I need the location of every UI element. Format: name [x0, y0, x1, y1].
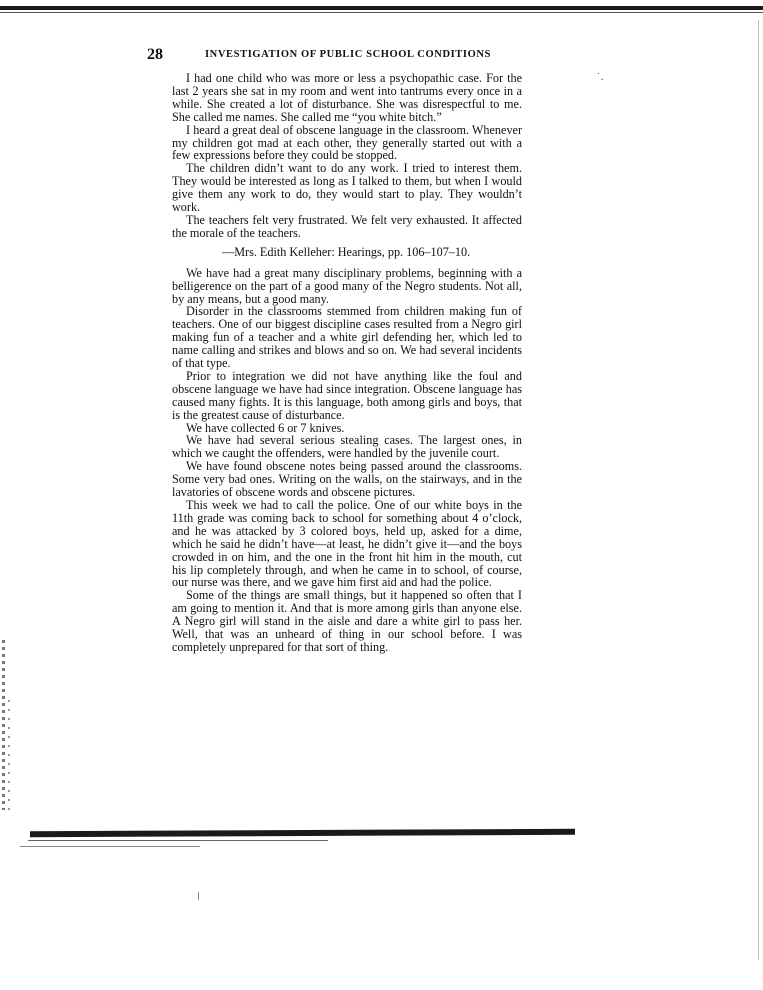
- right-scan-edge: [758, 20, 759, 960]
- bottom-scan-border-thin: [28, 840, 328, 841]
- left-scan-artifact: [2, 640, 5, 810]
- top-scan-border: [0, 6, 763, 10]
- paragraph: We have found obscene notes being passed around the classrooms. Some very bad ones. Writing on the walls, on the stairways, and in the lavatories of obscene words and obscene pictures.: [172, 459, 522, 500]
- paragraph: I heard a great deal of obscene language in the classroom. Whenever my children got mad at each other, they generally started out with a few expressions before they could be stopped.: [172, 122, 522, 163]
- running-head: INVESTIGATION OF PUBLIC SCHOOL CONDITIONS: [205, 49, 491, 60]
- scan-speck: [198, 892, 199, 900]
- page-header: [147, 46, 527, 66]
- paragraph: Prior to integration we did not have anything like the foul and obscene language we have had since integration. Obscene language has caused many fights. It is this language, both among girls and boys, that is the greatest cause of disturbance.: [172, 368, 522, 422]
- paragraph: Disorder in the classrooms stemmed from children making fun of teachers. One of our biggest discipline cases resulted from a Negro girl making fun of a teacher and a white girl defending her, which led to name calling and strikes and blows and so on. We had several incidents of that type.: [172, 304, 522, 371]
- bottom-scan-border-thin: [20, 846, 200, 847]
- paragraph: We have had a great many disciplinary problems, beginning with a belligerence on the part of a good many of the Negro students. Not all, by any means, but a good many.: [172, 265, 522, 306]
- paragraph: This week we had to call the police. One of our white boys in the 11th grade was coming back to school for something about 4 o’clock, and he was attacked by 3 colored boys, held up, asked for a dime, which he said he didn’t have—at least, he didn’t give it—and the boys crowded in on him, and the one in the front hit him in the mouth, cut his lip completely through, and when he came in to school, of course, our nurse was there, and we gave him first aid and had the police.: [172, 498, 522, 590]
- bottom-scan-border: [30, 829, 575, 837]
- paragraph: We have had several serious stealing cases. The largest ones, in which we caught the offenders, were handled by the juvenile court.: [172, 433, 522, 461]
- paragraph: The teachers felt very frustrated. We felt very exhausted. It affected the morale of the teachers.: [172, 212, 522, 240]
- paragraph: The children didn’t want to do any work. I tried to interest them. They would be interested as long as I talked to them, but when I would give them any work to do, they would start to play. They wouldn’t work.: [172, 161, 522, 215]
- left-scan-artifact: [8, 700, 10, 810]
- paragraph: We have collected 6 or 7 knives.: [186, 420, 345, 435]
- page-number: 28: [147, 46, 163, 63]
- attribution: —Mrs. Edith Kelleher: Hearings, pp. 106–107–10.: [222, 244, 471, 259]
- top-scan-border-thin: [0, 12, 763, 13]
- paragraph: I had one child who was more or less a psychopathic case. For the last 2 years she sat in my room and went into tantrums every once in a while. She created a lot of disturbance. She was disrespectful to me. She called me names. She called me “you white bitch.”: [172, 71, 522, 124]
- scan-speck: ˙․: [597, 72, 604, 83]
- paragraph: Some of the things are small things, but it happened so often that I am going to mention it. And that is more among girls than anyone else. A Negro girl will stand in the aisle and dare a white girl to pass her. Well, that was an unheard of thing in our school before. I was completely unprepared for that sort of thing.: [172, 588, 522, 654]
- page-body: [172, 72, 522, 654]
